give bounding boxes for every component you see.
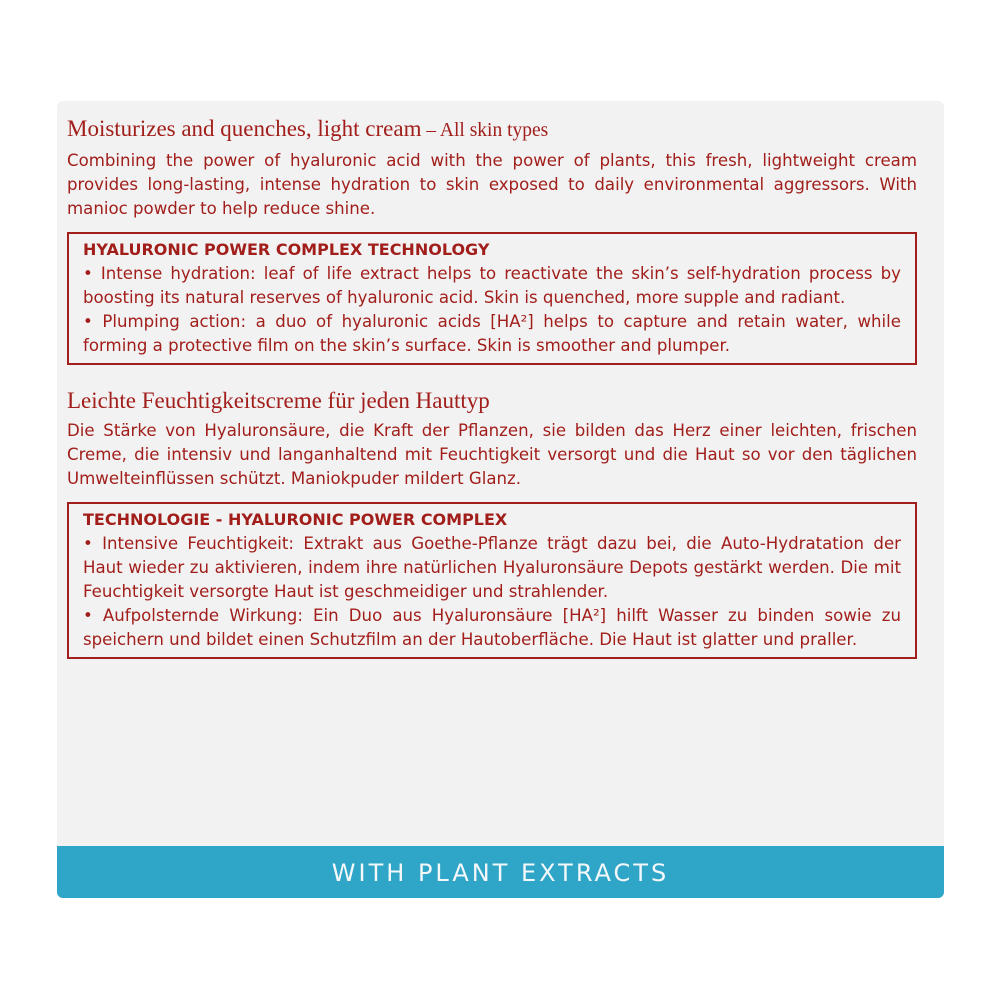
english-box-item: • Intense hydration: leaf of life extract helps to reactivate the skin’s self-hydration process by boosting its natural reserves of hyaluronic acid. Skin is quenched, more supple and radiant. xyxy=(83,264,901,307)
english-heading xyxy=(67,115,917,145)
english-heading-sub: – All skin types xyxy=(421,120,549,141)
german-intro: Die Stärke von Hyaluronsäure, die Kraft der Pflanzen, sie bilden das Herz einer leichten, frischen Creme, die intensiv und langanhaltend mit Feuchtigkeit versorgt und die Haut so vor den täglichen Umwelteinflüssen schützt. Maniokpuder mildert Glanz. xyxy=(67,421,917,488)
packaging-panel xyxy=(57,101,944,898)
panel-content xyxy=(67,115,917,659)
german-box-item: • Aufpolsternde Wirkung: Ein Duo aus Hyaluronsäure [HA²] hilft Wasser zu binden sowie zu speichern und bildet einen Schutzfilm an der Hautoberfläche. Die Haut ist glatter und praller. xyxy=(83,606,901,649)
english-intro: Combining the power of hyaluronic acid with the power of plants, this fresh, lightweight cream provides long-lasting, intense hydration to skin exposed to daily environmental aggressors. With manioc powder to help reduce shine. xyxy=(67,151,917,218)
english-technology-box xyxy=(67,232,917,365)
german-technology-box xyxy=(67,502,917,659)
english-section xyxy=(67,115,917,365)
english-box-title: HYALURONIC POWER COMPLEX TECHNOLOGY xyxy=(83,240,490,259)
banner-text: WITH PLANT EXTRACTS xyxy=(331,859,670,887)
english-box-item: • Plumping action: a duo of hyaluronic acids [HA²] helps to capture and retain water, while forming a protective film on the skin’s surface. Skin is smoother and plumper. xyxy=(83,312,901,355)
german-section xyxy=(67,387,917,659)
english-heading-main: Moisturizes and quenches, light cream xyxy=(67,116,422,141)
german-heading: Leichte Feuchtigkeitscreme für jeden Hauttyp xyxy=(67,388,490,413)
german-box-title: TECHNOLOGIE - HYALURONIC POWER COMPLEX xyxy=(83,510,508,529)
plant-extracts-banner xyxy=(57,846,944,898)
german-box-item: • Intensive Feuchtigkeit: Extrakt aus Goethe-Pflanze trägt dazu bei, die Auto-Hydratation der Haut wieder zu aktivieren, indem ihre natürlichen Hyaluronsäure Depots gestärkt werden. Die mit Feuchtigkeit versorgte Haut ist geschmeidiger und strahlender. xyxy=(83,534,901,601)
